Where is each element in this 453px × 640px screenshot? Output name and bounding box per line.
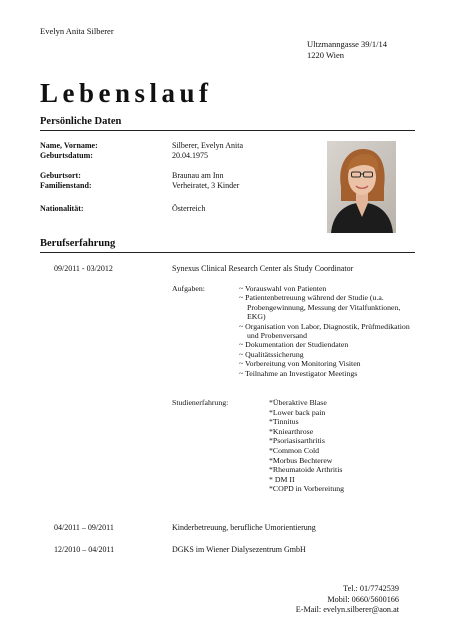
- task-item: ~ Teilnahme an Investigator Meetings: [239, 368, 358, 378]
- study-item: *Lower back pain: [269, 407, 326, 417]
- study-item: *Kniearthrose: [269, 426, 314, 436]
- section-divider-experience: [40, 252, 415, 253]
- job3-title: DGKS im Wiener Dialysezentrum GmbH: [172, 545, 306, 554]
- studies-list: [269, 398, 344, 494]
- study-item: *Morbus Bechterew: [269, 455, 333, 465]
- task-item: ~ Organisation von Labor, Diagnostik, Prüfmedikation und Probenversand: [239, 321, 410, 341]
- task-item: ~ Dokumentation der Studiendaten: [239, 340, 349, 350]
- tasks-list: [239, 284, 419, 378]
- label-birthplace: Geburtsort:: [40, 171, 81, 180]
- study-item: *Common Cold: [269, 445, 320, 455]
- label-nationality: Nationalität:: [40, 204, 84, 213]
- value-birthplace: Braunau am Inn: [172, 171, 224, 180]
- job2-date: 04/2011 – 09/2011: [54, 523, 114, 532]
- task-item: ~ Vorauswahl von Patienten: [239, 284, 327, 293]
- value-nationality: Österreich: [172, 204, 206, 213]
- study-item: *Überaktive Blase: [269, 398, 327, 407]
- tasks-label: Aufgaben:: [172, 284, 205, 293]
- study-item: *Tinnitus: [269, 417, 299, 427]
- value-birthdate: 20.04.1975: [172, 151, 208, 160]
- contact-mobile: Mobil: 0660/5600166: [327, 594, 399, 604]
- section-title-experience: Berufserfahrung: [40, 238, 116, 249]
- study-item: *COPD in Vorbereitung: [269, 484, 345, 494]
- contact-phone: Tel.: 01/7742539: [343, 584, 399, 593]
- job1-title: Synexus Clinical Research Center als Study Coordinator: [172, 264, 354, 273]
- job1-date: 09/2011 - 03/2012: [54, 264, 113, 273]
- label-marital: Familienstand:: [40, 181, 92, 190]
- label-birthdate: Geburtsdatum:: [40, 151, 93, 160]
- address-street: Ultzmanngasse 39/1/14: [307, 39, 388, 49]
- value-marital: Verheiratet, 3 Kinder: [172, 181, 240, 190]
- portrait-photo: [327, 141, 396, 233]
- value-name: Silberer, Evelyn Anita: [172, 141, 243, 150]
- section-divider-personal: [40, 130, 415, 131]
- job2-title: Kinderbetreuung, berufliche Umorientierung: [172, 523, 316, 532]
- address-block: [307, 39, 387, 61]
- job3-date: 12/2010 – 04/2011: [54, 545, 115, 554]
- studies-label: Studienerfahrung:: [172, 398, 229, 407]
- task-item: ~ Patientenbetreuung während der Studie (u.a. Probengewinnung, Messung der Vitalfunktionen, EKG): [239, 293, 401, 322]
- contact-block: [296, 584, 399, 616]
- contact-email[interactable]: E-Mail: evelyn.silberer@aon.at: [295, 605, 399, 614]
- study-item: *Psoriasisarthritis: [269, 436, 325, 446]
- label-name: Name, Vorname:: [40, 141, 98, 150]
- address-city: 1220 Wien: [307, 50, 345, 60]
- study-item: *Rheumatoide Arthritis: [269, 465, 343, 475]
- page-title: Lebenslauf: [40, 78, 213, 108]
- study-item: * DM II: [269, 474, 295, 484]
- task-item: ~ Qualitätssicherung: [239, 349, 304, 359]
- section-title-personal: Persönliche Daten: [40, 116, 122, 127]
- header-name: Evelyn Anita Silberer: [40, 26, 114, 36]
- task-item: ~ Vorbereitung von Monitoring Visiten: [239, 359, 361, 369]
